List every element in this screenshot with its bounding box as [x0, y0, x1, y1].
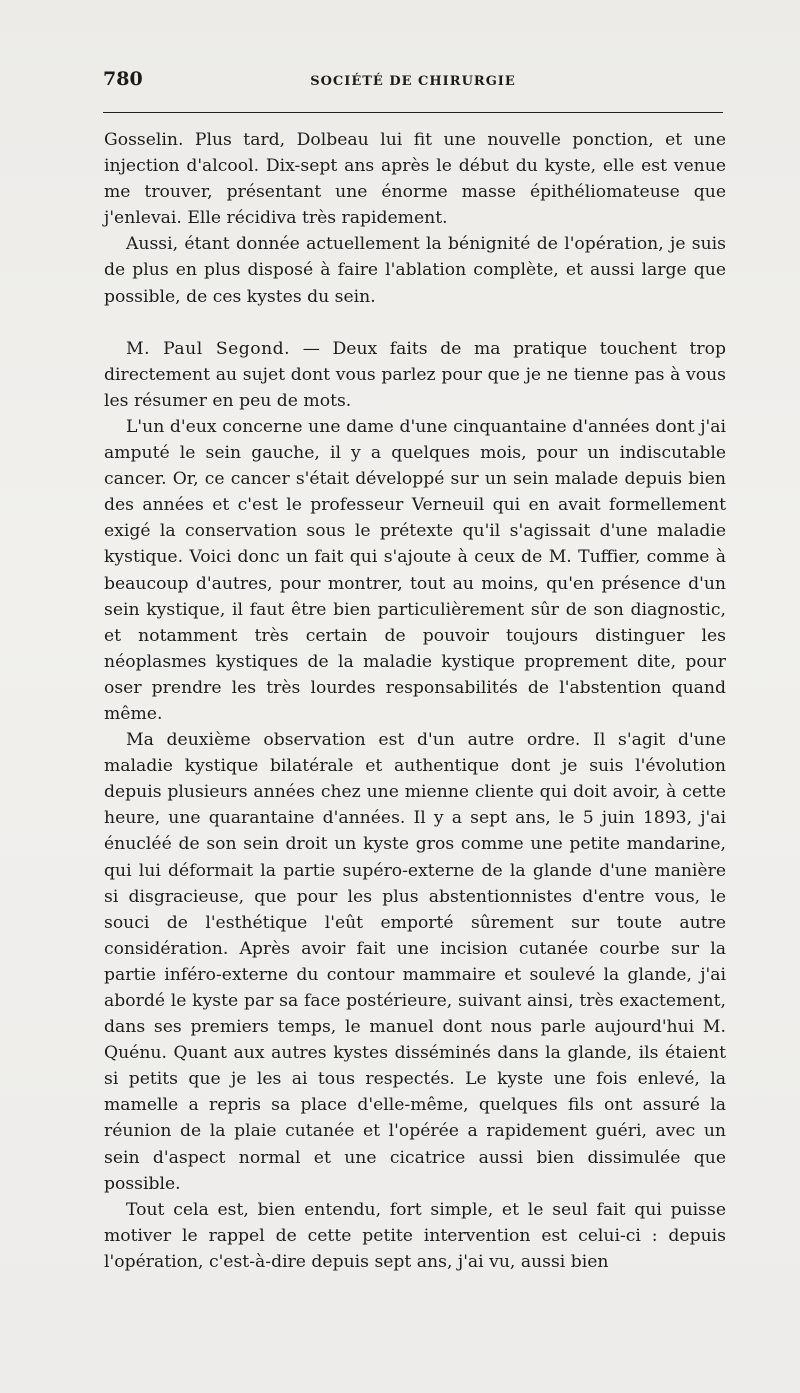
speaker-name: M. Paul Segond.	[126, 338, 291, 359]
page-header	[103, 66, 723, 106]
paragraph-continued: Gosselin. Plus tard, Dolbeau lui fit une nouvelle ponction, et une injection d'alcool. Dix-sept ans après le début du kyste, elle est venue me trouver, présentant une énorme masse épithéliomateuse que j'enlevai. Elle récidiva très rapidement.	[104, 130, 726, 229]
running-title: SOCIÉTÉ DE CHIRURGIE	[310, 74, 516, 89]
header-rule	[103, 112, 723, 113]
paragraph: Ma deuxième observation est d'un autre ordre. Il s'agit d'une maladie kystique bilatérale et authentique dont je suis l'évolution depuis plusieurs années chez une mienne cliente qui doit avoir, à cette heure, une quarantaine d'années. Il y a sept ans, le 5 juin 1893, j'ai énucléé de son sein droit un kyste gros comme une petite mandarine, qui lui déformait la partie supéro-externe de la glande d'une manière si disgracieuse, que pour les plus abstentionnistes d'entre vous, le souci de l'esthétique l'eût emporté sûrement sur toute autre considération. Après avoir fait une incision cutanée courbe sur la partie inféro-externe du contour mammaire et soulevé la glande, j'ai abordé le kyste par sa face postérieure, suivant ainsi, très exactement, dans ses premiers temps, le manuel dont nous parle aujourd'hui M. Quénu. Quant aux autres kystes disséminés dans la glande, ils étaient si petits que je les ai tous respectés. Le kyste une fois enlevé, la mamelle a repris sa place d'elle-même, quelques fils ont assuré la réunion de la plaie cutanée et l'opérée a rapidement guéri, avec un sein d'aspect normal et une cicatrice aussi bien dissimulée que possible.	[104, 730, 726, 1194]
paragraph: Aussi, étant donnée actuellement la bénignité de l'opération, je suis de plus en plus disposé à faire l'ablation complète, et aussi large que possible, de ces kystes du sein.	[104, 234, 726, 307]
body-text	[104, 127, 726, 1275]
speaker-dash: —	[290, 338, 333, 359]
speaker-intro: Deux faits de ma pratique touchent trop directement au sujet dont vous parlez pour que je ne tienne pas à vous les résumer en peu de mots.	[104, 338, 726, 411]
paragraph: Tout cela est, bien entendu, fort simple, et le seul fait qui puisse motiver le rappel de cette petite intervention est celui-ci : depuis l'opération, c'est-à-dire depuis sept ans, j'ai vu, aussi bien	[104, 1199, 726, 1272]
page-number: 780	[103, 68, 143, 90]
speaker-paragraph	[104, 336, 726, 414]
paragraph: L'un d'eux concerne une dame d'une cinquantaine d'années dont j'ai amputé le sein gauche, il y a quelques mois, pour un indiscutable cancer. Or, ce cancer s'était développé sur un sein malade depuis bien des années et c'est le professeur Verneuil qui en avait formellement exigé la conservation sous le prétexte qu'il s'agissait d'une maladie kystique. Voici donc un fait qui s'ajoute à ceux de M. Tuffier, comme à beaucoup d'autres, pour montrer, tout au moins, qu'en présence d'un sein kystique, il faut être bien particulièrement sûr de son diagnostic, et notamment très certain de pouvoir toujours distinguer les néoplasmes kystiques de la maladie kystique proprement dite, pour oser prendre les très lourdes responsabilités de l'abstention quand même.	[104, 416, 726, 724]
